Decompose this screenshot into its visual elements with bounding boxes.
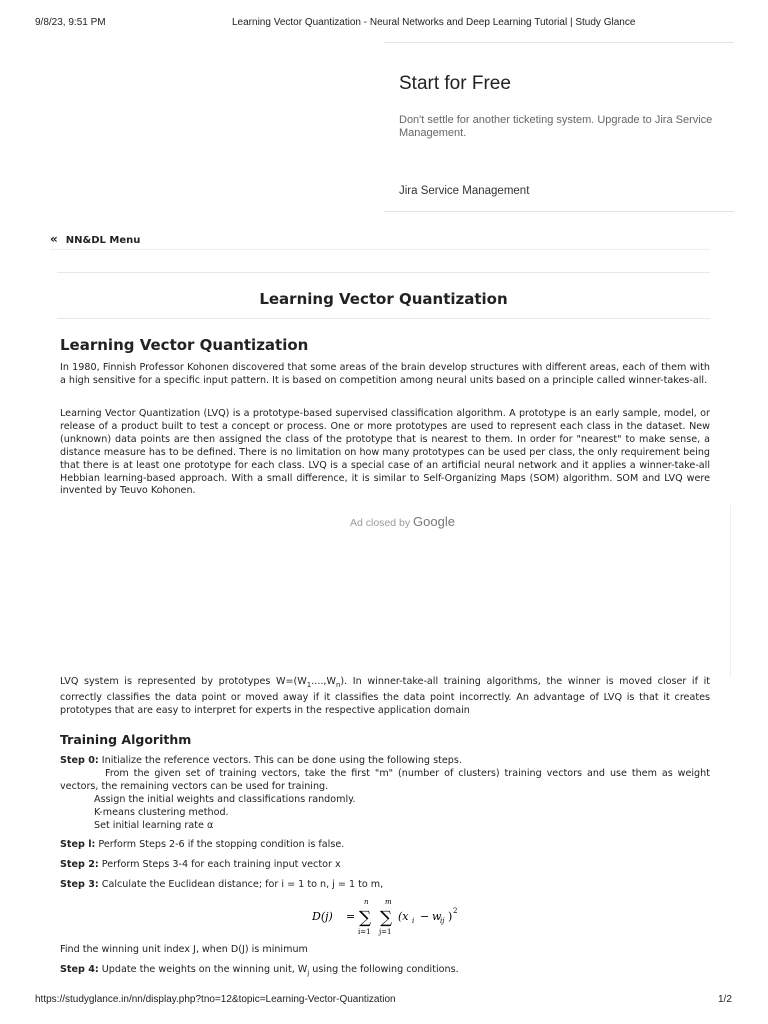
formula-close: ) <box>448 910 453 923</box>
lvq-system-paragraph: LVQ system is represented by prototypes $W=(W_1....,W_n)$. In winner-take-all training algorithms, the winner is moved closer if it correctly classifies the data point or moved away if it classifies the data point incorrectly. An advantage of LVQ is that it creates prototypes that are easy to interpret for experts in the respective application domain <box>60 676 711 716</box>
training-steps <box>60 755 710 892</box>
divider <box>50 249 710 250</box>
google-logo: Google <box>413 514 455 529</box>
euclidean-distance-formula <box>312 898 472 938</box>
sum1-sigma: ∑ <box>359 908 372 928</box>
page-heading-box <box>57 272 710 319</box>
nn-dl-menu-link[interactable] <box>50 232 140 246</box>
ad-brand-link[interactable]: Jira Service Management <box>399 185 530 197</box>
formula-w: w <box>432 910 442 923</box>
formula-lhs: D(j) <box>312 910 333 923</box>
page-title: Learning Vector Quantization <box>259 290 508 308</box>
step-0-sub-3: K-means clustering method. <box>94 806 229 818</box>
formula-sub-ij: ij <box>440 917 445 925</box>
training-algorithm-heading: Training Algorithm <box>60 732 192 747</box>
ad-frame-edge <box>730 505 731 677</box>
formula-minus: − <box>420 910 430 923</box>
print-page-number: 1/2 <box>718 994 732 1005</box>
intro-paragraph: In 1980, Finnish Professor Kohonen discovered that some areas of the brain develop structures with different areas, each of them with a high sensitive for a specific input pattern. It is based on competition among neural units based on a principle called winner-takes-all. <box>60 362 710 386</box>
formula-equals: = <box>346 910 356 923</box>
print-page-title: Learning Vector Quantization - Neural Networks and Deep Learning Tutorial | Study Glance <box>232 17 636 28</box>
step-0-sub-2: Assign the initial weights and classifications randomly. <box>94 793 356 805</box>
ad-title[interactable]: Start for Free <box>399 73 511 94</box>
print-datetime: 9/8/23, 9:51 PM <box>35 17 106 28</box>
step-0-sub-4: Set initial learning rate α <box>94 819 214 831</box>
menu-label: NN&DL Menu <box>65 235 141 246</box>
step-0: Step 0: Initialize the reference vectors. This can be done using the following steps. <box>60 755 462 766</box>
step-0-sub-1: From the given set of training vectors, take the first "m" (number of clusters) training vectors and use them as weight vectors, the remaining vectors can be used for training. <box>60 767 710 792</box>
formula-term-x: (x <box>398 910 409 923</box>
sum2-sigma: ∑ <box>380 908 393 928</box>
lvq-definition-paragraph: Learning Vector Quantization (LVQ) is a prototype-based supervised classification algorithm. A prototype is an early sample, model, or release of a product built to test a concept or process. One or more prototypes are used to represent each class in the dataset. New (unknown) data points are then assigned the class of the prototype that is nearest to them. In order for "nearest" to make sense, a distance measure has to be defined. There is no limitation on how many prototypes can be used per class, the only requirement being that there is at least one prototype for each class. LVQ is a special case of an artificial neural network and it applies a winner-take-all Hebbian learning-based approach. With a small difference, it is similar to Self-Organizing Maps (SOM) algorithm. SOM and LVQ were invented by Teuvo Kohonen. <box>60 408 710 497</box>
sum2-upper: m <box>385 898 392 906</box>
step-1: Step l: Perform Steps 2-6 if the stopping condition is false. <box>60 839 345 851</box>
step-3: Step 3: Calculate the Euclidean distance; for i = 1 to n, j = 1 to m, <box>60 879 384 891</box>
formula-power: 2 <box>453 907 458 915</box>
ad-closed-notice <box>350 514 455 529</box>
sum1-lower: i=1 <box>358 928 371 936</box>
step-4: Step 4: Update the weights on the winning unit, $W_j$ using the following conditions. <box>60 964 459 977</box>
sum1-upper: n <box>364 898 369 906</box>
step-2: Step 2: Perform Steps 3-4 for each training input vector x <box>60 859 341 871</box>
ad-banner[interactable] <box>384 42 734 212</box>
formula-sub-i: i <box>412 917 415 925</box>
double-chevron-left-icon: « <box>50 232 58 246</box>
print-url: https://studyglance.in/nn/display.php?tno=12&topic=Learning-Vector-Quantization <box>35 994 396 1005</box>
ad-closed-text: Ad closed by <box>350 517 411 529</box>
winning-unit-text: Find the winning unit index J, when D(J) is minimum <box>60 944 308 955</box>
section-heading: Learning Vector Quantization <box>60 336 309 354</box>
ad-description: Don't settle for another ticketing system. Upgrade to Jira Service Management. <box>399 114 713 139</box>
sum2-lower: j=1 <box>379 928 392 936</box>
